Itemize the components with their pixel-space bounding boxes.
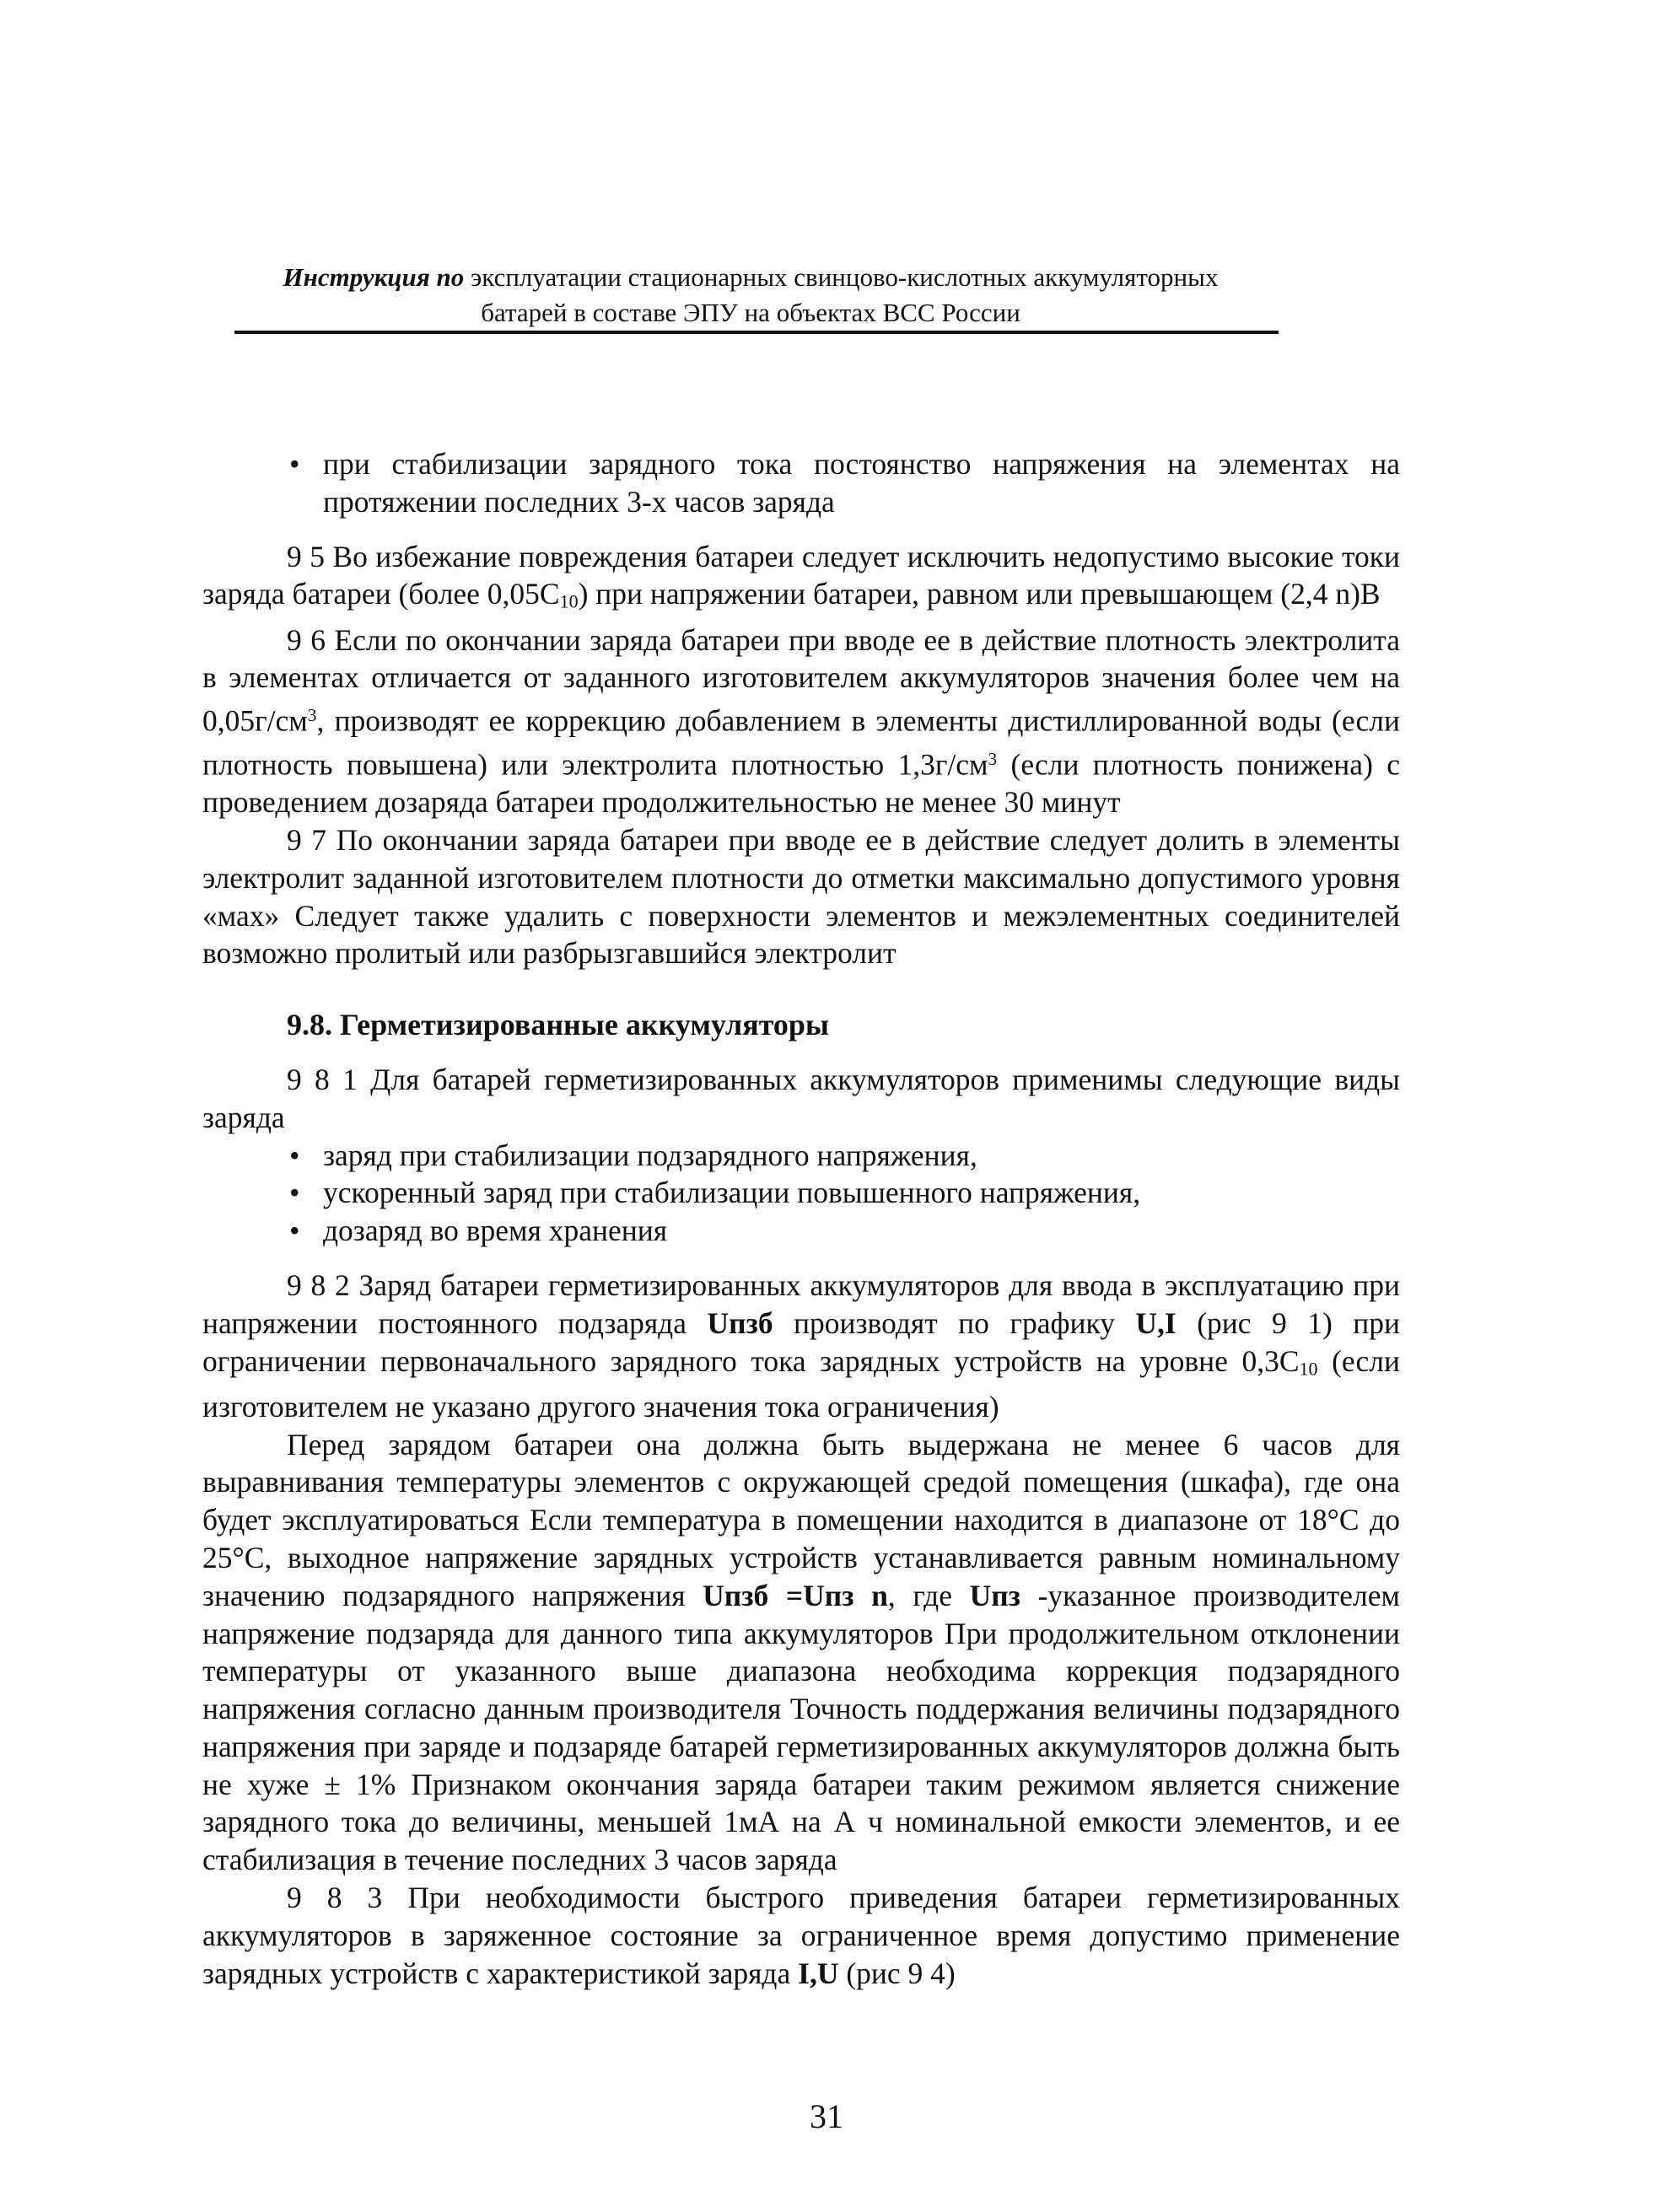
header-divider — [234, 331, 1279, 334]
bullet-item — [202, 1212, 1400, 1250]
bullet-item — [202, 1174, 1400, 1212]
bullet-icon: • — [289, 1176, 300, 1210]
page-number: 31 — [810, 2097, 843, 2135]
bullet-item-charge-current — [202, 445, 1400, 521]
paragraph-9-8-2 — [202, 1267, 1400, 1426]
text-run: 9 5 Во избежание повреждения батареи следует исключить недопустимо высокие токи заряда батареи (более 0,05С — [202, 539, 1400, 611]
bullet-text: ускоренный заряд при стабилизации повышенного напряжения, — [323, 1176, 1141, 1210]
paragraph-9-5 — [202, 538, 1400, 622]
text-run: 9 8 3 При необходимости быстрого приведения батареи герметизированных аккумуляторов в заряженное состояние за ограниченное время допустимо применение зарядных устройств с характеристикой заряда — [202, 1881, 1400, 1990]
text-run: 9 8 2 Заряд батареи герметизированных аккумуляторов для ввода в эксплуатацию при напряжении постоянного подзаряда — [202, 1267, 1400, 1340]
section-heading-9-8: 9.8. Герметизированные аккумуляторы — [287, 1008, 830, 1042]
bold-symbol: U,I — [1135, 1305, 1176, 1340]
paragraph-9-8-2-continued — [202, 1426, 1400, 1880]
superscript: 3 — [988, 748, 998, 769]
text-run: (если изготовителем не указано другого значения тока ограничения) — [202, 1343, 1400, 1424]
bullet-text: при стабилизации зарядного тока постоянство напряжения на элементах на протяжении последних 3-х часов заряда — [323, 447, 1400, 519]
header-line-1 — [228, 260, 1273, 295]
bold-symbol: =Uпз n — [768, 1578, 888, 1612]
header-line-1-rest: эксплуатации стационарных свинцово-кислотных аккумуляторных — [464, 262, 1219, 292]
text-run: 9 6 Если по окончании заряда батареи при вводе ее в действие плотность электролита в элементах отличается от заданного изготовителем аккумуляторов значения более чем на 0,05г/см — [202, 622, 1400, 738]
paragraph-9-6 — [202, 622, 1400, 821]
bold-symbol: Uпзб — [707, 1305, 773, 1340]
body-text — [202, 445, 1400, 1992]
bullet-text: заряд при стабилизации подзарядного напряжения, — [323, 1138, 977, 1172]
bold-symbol: Uпз — [969, 1578, 1020, 1612]
text-run: , где — [887, 1578, 970, 1612]
text-run: , производят ее коррекцию добавлением в элементы дистиллированной воды (если плотность повышена) или электролита плотностью 1,3г/см — [202, 703, 1400, 782]
text-run: ) при напряжении батареи, равном или превышающем (2,4 n)В — [578, 577, 1381, 611]
bullet-icon: • — [289, 447, 300, 481]
header-bold-part: Инструкция по — [283, 262, 465, 292]
paragraph-9-8-1: 9 8 1 Для батарей герметизированных аккумуляторов применимы следующие виды заряда — [202, 1062, 1400, 1134]
bullet-icon: • — [289, 1214, 300, 1248]
text-run: Перед зарядом батареи она должна быть выдержана не менее 6 часов для выравнивания температуры элементов с окружающей средой помещения (шкафа), где она будет эксплуатироваться Если температура в помещении находится в диапазоне от 18°С до 25°С, выходное напряжение зарядных устройств устанавливается равным номинальному значению подзарядного напряжения — [202, 1427, 1400, 1612]
bold-symbol: Uпзб — [703, 1578, 769, 1612]
paragraph-9-8-3 — [202, 1879, 1400, 1992]
bold-symbol: I,U — [798, 1956, 839, 1990]
bullet-text: дозаряд во время хранения — [323, 1214, 668, 1248]
running-header — [228, 260, 1273, 331]
bullet-icon: • — [289, 1138, 300, 1172]
bullet-item — [202, 1137, 1400, 1175]
text-run: производят по графику — [773, 1305, 1136, 1340]
text-run: (если плотность понижена) с проведением дозаряда батареи продолжительностью не менее 30 минут — [202, 747, 1400, 820]
text-run: (рис 9 4) — [838, 1956, 956, 1990]
superscript: 3 — [307, 705, 317, 726]
header-line-2: батарей в составе ЭПУ на объектах ВСС России — [481, 298, 1020, 327]
subscript: 10 — [559, 590, 579, 612]
paragraph-9-7: 9 7 По окончании заряда батареи при вводе ее в действие следует долить в элементы электролит заданной изготовителем плотности до отметки максимально допустимого уровня «мах» Следует также удалить с поверхности элементов и межэлементных соединителей возможно пролитый или разбрызгавшийся электролит — [202, 822, 1400, 971]
text-run: (рис 9 1) при ограничении первоначального зарядного тока зарядных устройств на уровне 0,3С — [202, 1305, 1400, 1378]
subscript: 10 — [1299, 1357, 1318, 1379]
text-run: -указанное производителем напряжение подзаряда для данного типа аккумуляторов При продолжительном отклонении температуры от указанного выше диапазона необходима коррекция подзарядного напряжения согласно данным производителя Точность поддержания величины подзарядного напряжения при заряде и подзаряде батарей герметизированных аккумуляторов должна быть не хуже ± 1% Признаком окончания заряда батареи таким режимом является снижение зарядного тока до величины, меньшей 1мА на А ч номинальной емкости элементов, и ее стабилизация в течение последних 3 часов заряда — [202, 1578, 1400, 1877]
